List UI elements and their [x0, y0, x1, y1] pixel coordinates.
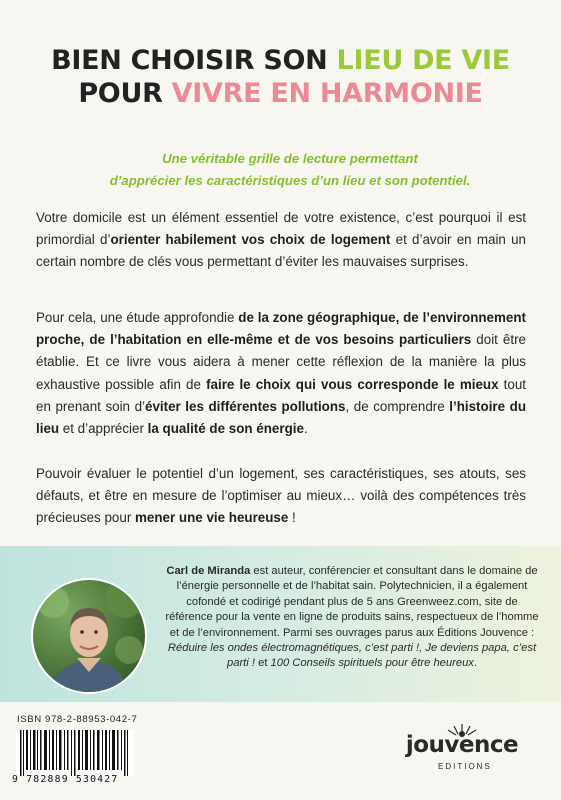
p2-text-3: tout en prenant soin d’ [36, 376, 527, 414]
title-line-2-pink: VIVRE EN HARMONIE [171, 78, 483, 109]
p2-text-4: , de comprendre [345, 398, 450, 414]
title-line-2-dark: POUR [78, 78, 172, 109]
title-line-1-green: LIEU DE VIE [336, 45, 510, 76]
tagline-line-1: Une véritable grille de lecture permettant [162, 151, 418, 166]
barcode [16, 730, 134, 776]
tagline [60, 148, 520, 192]
bio-italic-2: 100 Conseils spirituels pour être heureux [270, 657, 474, 670]
bio-text-3: . [473, 657, 477, 670]
publisher-name: jouvence [405, 732, 519, 758]
p2-bold-1: de la zone géographique, de l’environnement proche, de l’habitation en elle-même et de vos besoins particuliers [36, 310, 526, 348]
p1-bold-1: orienter habilement vos choix de logement [110, 232, 391, 248]
bio-text-2: et [254, 657, 271, 670]
bio-text-1: est auteur, conférencier et consultant dans le domaine de l’énergie personnelle et de l’habitat sain. Polytechnicien, il a également cofondé et codirigé pendant plus de 5 ans Greenweez.com, site de référence pour la vente en ligne de produits sains, respectueux de l’homme et de l’environnement. Parmi ses ouvrages parus aux Éditions Jouvence : [165, 565, 539, 639]
p2-text-1: Pour cela, une étude approfondie [36, 310, 239, 325]
tagline-line-2: d’apprécier les caractéristiques d’un lieu et son potentiel. [109, 173, 471, 188]
author-bio [162, 564, 542, 672]
publisher-sub: EDITIONS [438, 762, 492, 771]
p2-text-6: . [303, 421, 308, 437]
isbn-label: ISBN 978-2-88953-042-7 [17, 714, 138, 725]
author-photo-icon [33, 580, 145, 692]
title-line-2 [0, 77, 561, 110]
p3-text-1: Pouvoir évaluer le potentiel d’un logement, ses caractéristiques, ses atouts, ses défauts, et être en mesure de l’optimiser au mieux… voilà des compétences très précieuses pour [36, 466, 526, 526]
book-title [0, 44, 561, 110]
p1-text-1: Votre domicile est un élément essentiel de votre existence, c’est pourquoi il est primordial d’ [36, 210, 526, 248]
publisher-logo [402, 718, 522, 776]
barcode-icon [16, 730, 134, 776]
bio-italic-1: Réduire les ondes électromagnétiques, c’est parti !, Je deviens papa, c’est parti ! [167, 642, 537, 670]
p2-bold-2: faire le choix qui vous corresponde le mieux [206, 376, 499, 392]
author-portrait [31, 578, 147, 694]
p1-text-2: et d’avoir en main un certain nombre de clés vous permettant d’éviter les mauvaises surprises. [36, 232, 527, 270]
p2-text-2: doit être établie. Et ce livre vous aidera à mener cette réflexion de la manière la plus exhaustive possible afin de [36, 332, 527, 392]
paragraph-2 [36, 307, 526, 440]
p3-bold-1: mener une vie heureuse [135, 510, 289, 526]
p2-bold-4: l’histoire du lieu [36, 398, 526, 437]
barcode-number: 9 782889 530427 [12, 774, 119, 785]
p3-text-2: ! [288, 510, 296, 526]
author-name: Carl de Miranda [166, 565, 251, 577]
p2-bold-3: éviter les différentes pollutions [145, 398, 346, 414]
p2-text-5: et d’apprécier [59, 421, 148, 437]
p2-bold-5: la qualité de son énergie [147, 421, 304, 437]
title-line-1 [0, 44, 561, 77]
title-line-1-dark: BIEN CHOISIR SON [51, 45, 337, 76]
paragraph-3 [36, 463, 526, 530]
paragraph-1 [36, 207, 526, 274]
